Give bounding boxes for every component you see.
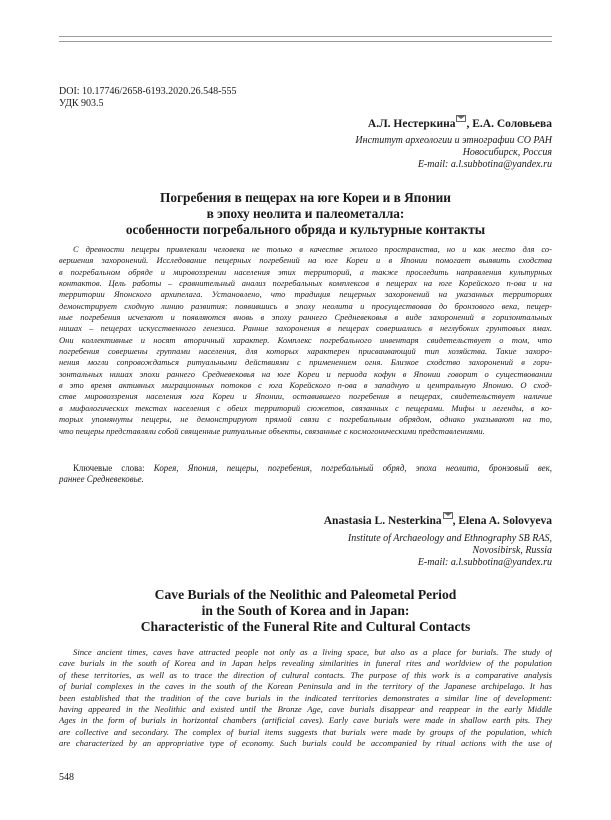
affiliation-line: Институт археологии и этнографии СО РАН xyxy=(355,135,552,146)
email-ru[interactable]: E-mail: a.l.subbotina@yandex.ru xyxy=(417,159,552,171)
abstract-line: вершения захоронений. Исследование пещерных погребений на юге Кореи и в Японии помогает выявить сходства xyxy=(59,255,552,266)
envelope-icon xyxy=(456,115,466,122)
abstract-line: been established that the tradition of the cave burials in the indicated territories demonstrates a similar line of development: xyxy=(59,692,552,703)
author-2-ru: , Е.А. Соловьева xyxy=(466,118,552,130)
page-number: 548 xyxy=(59,772,74,783)
abstract-line: демонстрирует сходную линию развития: появившись в эпоху неолита и просуществовав до бронзового века, пещер- xyxy=(59,300,552,311)
abstract-line: нишах – пещерах искусственного генезиса. Ранние захоронения в пещерах совершались в неглубоких грунтовых ямах. xyxy=(59,323,552,334)
abstract-line: в погребальном обряде и мировоззрении населения этих территорий, а также проследить направления культурных xyxy=(59,266,552,277)
abstract-line: Since ancient times, caves have attracted people not only as a living space, but also as a place for burials. The study of xyxy=(73,647,552,657)
title-line: Cave Burials of the Neolithic and Paleometal Period xyxy=(154,587,457,602)
keywords-line xyxy=(59,463,552,474)
title-en xyxy=(59,587,552,635)
envelope-icon xyxy=(443,512,453,519)
abstract-line: of these territories, as well as to trace the direction of cultural contacts. The purpose of this work is a comparative analysis xyxy=(59,669,552,680)
title-line: особенности погребального обряда и культурные контакты xyxy=(125,222,486,237)
author-1-en: Anastasia L. Nesterkina xyxy=(323,515,442,527)
abstract-line: в это время активных миграционных потоков с юга Корейского п-ова в западную и центральную Японию. О сход- xyxy=(59,380,552,391)
author-2-en: , Elena A. Solovyeva xyxy=(452,515,552,527)
abstract-line: cave burials in the south of Korea and in Japan helps revealing similarities in funeral rites and worldview of the population xyxy=(59,658,552,669)
abstract-line: of burial complexes in the caves in the south of the Korean Peninsula and in the territory of the Japanese archipelago. It has xyxy=(59,681,552,692)
abstract-line: are characterized by an appropriative type of economy. Such burials could be accompanied by ritual actions with the use of xyxy=(59,738,552,749)
abstract-line: погребения совершены группами населения, для которых характерен присваивающий тип хозяйства. Такие захоро- xyxy=(59,346,552,357)
abstract-line: в мифологических текстах населения с обеих территорий сюжетов, связанных с пещерами. Мифы и легенды, в ко- xyxy=(59,402,552,413)
email-en[interactable]: E-mail: a.l.subbotina@yandex.ru xyxy=(417,557,552,569)
abstract-line: что пещеры представляли собой священные ритуальные объекты, связанные с космогоническими представлениями. xyxy=(59,425,485,436)
affiliation-en xyxy=(348,533,552,570)
title-line: in the South of Korea and in Japan: xyxy=(201,603,410,618)
keywords-list: Корея, Япония, пещеры, погребения, погребальный обряд, эпоха неолита, бронзовый век, xyxy=(153,463,552,473)
abstract-line: Ages in the form of burials in horizontal chambers (artificial caves). Early cave burials were made in shallow earth pits. They xyxy=(59,715,552,726)
abstract-line: having appeared in the Neolithic and existed until the Bronze Age, cave burials disappear and reappear in the early Middle xyxy=(59,704,552,715)
title-line: Погребения в пещерах на юге Кореи и в Японии xyxy=(160,190,451,205)
authors-ru xyxy=(368,118,552,130)
title-line: Characteristic of the Funeral Rite and Cultural Contacts xyxy=(140,619,471,634)
title-line: в эпоху неолита и палеометалла: xyxy=(206,206,405,221)
author-1-ru: А.Л. Нестеркина xyxy=(367,118,456,130)
affiliation-ru xyxy=(355,135,552,172)
header-rule-top xyxy=(59,36,552,37)
abstract-line: нения могли сопровождаться ритуальными действиями с применением огня. Близкое сходство захоронений в гори- xyxy=(59,357,552,368)
keywords-label: Ключевые слова: xyxy=(73,463,154,473)
udc-code: УДК 903.5 xyxy=(59,97,104,109)
affiliation-line: Novosibirsk, Russia xyxy=(472,545,552,557)
abstract-line: стве мировоззрения населения юга Кореи и Японии, оставившего погребения в пещерах, свидетельствует наличие xyxy=(59,391,552,402)
affiliation-line: Institute of Archaeology and Ethnography SB RAS, xyxy=(347,533,552,544)
abstract-line: контактов. Цель работы – сравнительный анализ погребальных комплексов в пещерах на юге Корейского п-ова и на xyxy=(59,278,552,289)
keywords-ru xyxy=(59,463,552,486)
title-ru xyxy=(59,190,552,238)
abstract-line: ные погребения исчезают и появляются вновь в эпоху раннего Средневековья в виде захоронений в горизонтальных xyxy=(59,312,552,323)
abstract-line: С древности пещеры привлекали человека не только в качестве жилого пространства, но и как место для со- xyxy=(73,244,552,254)
abstract-line: территории Японского архипелага. Установлено, что традиция пещерных захоронений на указанных территориях xyxy=(59,289,552,300)
doi[interactable]: DOI: 10.17746/2658-6193.2020.26.548-555 xyxy=(59,86,237,97)
abstract-line: торых упомянуты пещеры, не демонстрируют прямой связи с погребальным обрядом, однако указывают на то, xyxy=(59,414,552,425)
keywords-line-2: раннее Средневековье. xyxy=(59,474,144,485)
authors-en xyxy=(324,515,552,527)
abstract-line: зонтальных нишах эпохи раннего Средневековья на юге Кореи и периода кофун в Японии говорит о существовании xyxy=(59,368,552,379)
abstract-ru xyxy=(59,244,552,437)
affiliation-line: Новосибирск, Россия xyxy=(462,147,552,159)
abstract-line: Они коллективные и носят вторичный характер. Комплекс погребального инвентаря свидетельствует о том, что xyxy=(59,334,552,345)
abstract-en xyxy=(59,647,552,750)
abstract-line: are collective and secondary. The complex of burial items suggests that burials were made by groups of the population, which xyxy=(59,726,552,737)
header-rule-bottom xyxy=(59,41,552,42)
article-meta xyxy=(59,86,237,109)
